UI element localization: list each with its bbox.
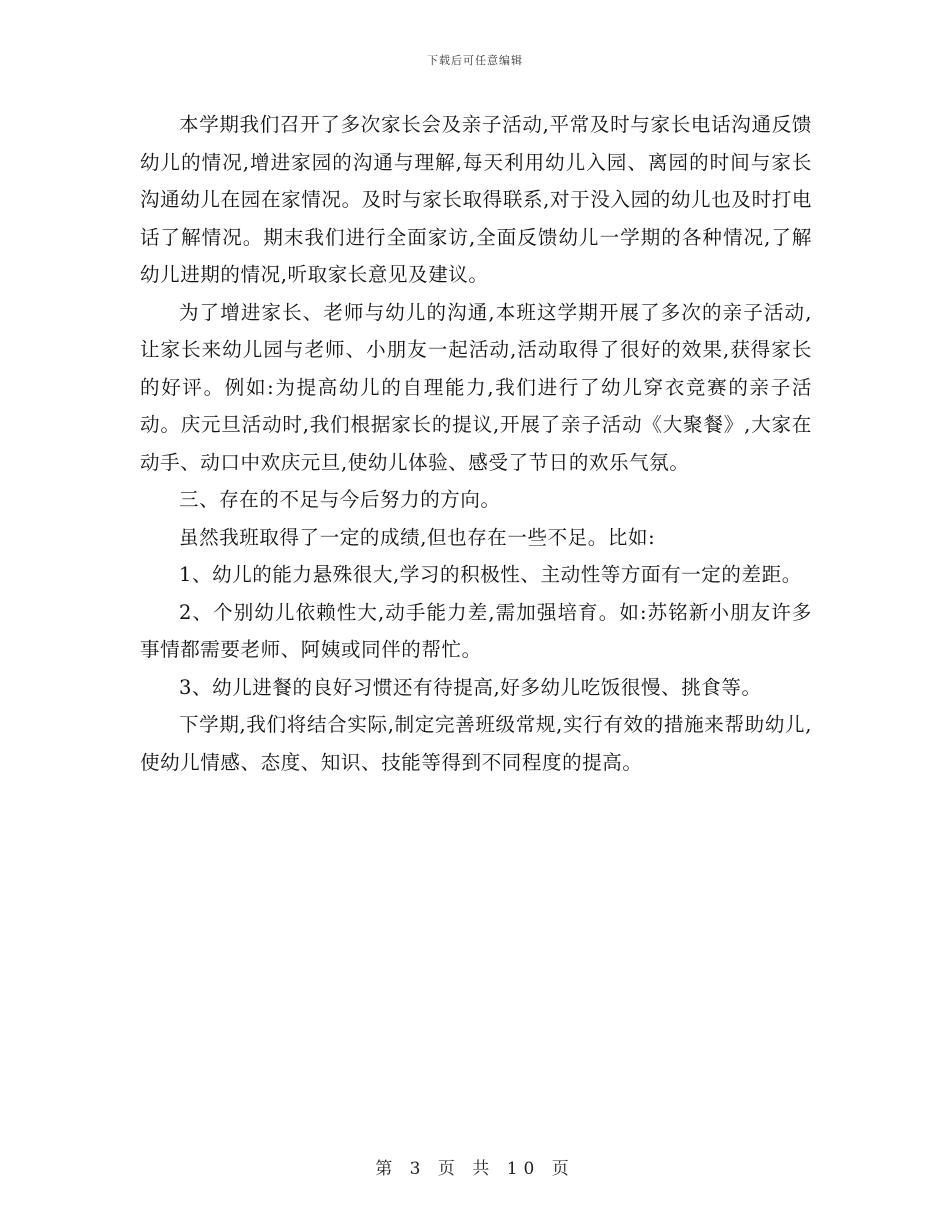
list-item-3: 3、幼儿进餐的良好习惯还有待提高,好多幼儿吃饭很慢、挑食等。 bbox=[179, 675, 762, 699]
paragraph-shortcomings-intro: 虽然我班取得了一定的成绩,但也存在一些不足。比如: bbox=[179, 525, 656, 549]
page-number-footer: 第 3 页 共 10 页 bbox=[375, 1159, 575, 1179]
section-heading-shortcomings: 三、存在的不足与今后努力的方向。 bbox=[179, 488, 501, 511]
document-body bbox=[140, 106, 812, 781]
paragraph-home-contact: 本学期我们召开了多次家长会及亲子活动,平常及时与家长电话沟通反馈幼儿的情况,增进家园的沟通与理解,每天利用幼儿入园、离园的时间与家长沟通幼儿在园在家情况。及时与家长取得联系,对于没入园的幼儿也及时打电话了解情况。期末我们进行全面家访,全面反馈幼儿一学期的各种情况,了解幼儿进期的情况,听取家长意见及建议。 bbox=[140, 113, 812, 286]
page-header: 下载后可任意编辑 bbox=[427, 54, 523, 67]
list-item-2: 2、个别幼儿依赖性大,动手能力差,需加强培育。如:苏铭新小朋友许多事情都需要老师、阿姨或同伴的帮忙。 bbox=[140, 600, 812, 661]
list-item-1: 1、幼儿的能力悬殊很大,学习的积极性、主动性等方面有一定的差距。 bbox=[179, 563, 802, 586]
paragraph-parent-child-activities: 为了增进家长、老师与幼儿的沟通,本班这学期开展了多次的亲子活动,让家长来幼儿园与老师、小朋友一起活动,活动取得了很好的效果,获得家长的好评。例如:为提高幼儿的自理能力,我们进行了幼儿穿衣竞赛的亲子活动。庆元旦活动时,我们根据家长的提议,开展了亲子活动《大聚餐》,大家在动手、动口中欢庆元旦,使幼儿体验、感受了节日的欢乐气氛。 bbox=[140, 300, 812, 474]
paragraph-next-semester: 下学期,我们将结合实际,制定完善班级常规,实行有效的措施来帮助幼儿,使幼儿情感、态度、知识、技能等得到不同程度的提高。 bbox=[140, 713, 812, 774]
